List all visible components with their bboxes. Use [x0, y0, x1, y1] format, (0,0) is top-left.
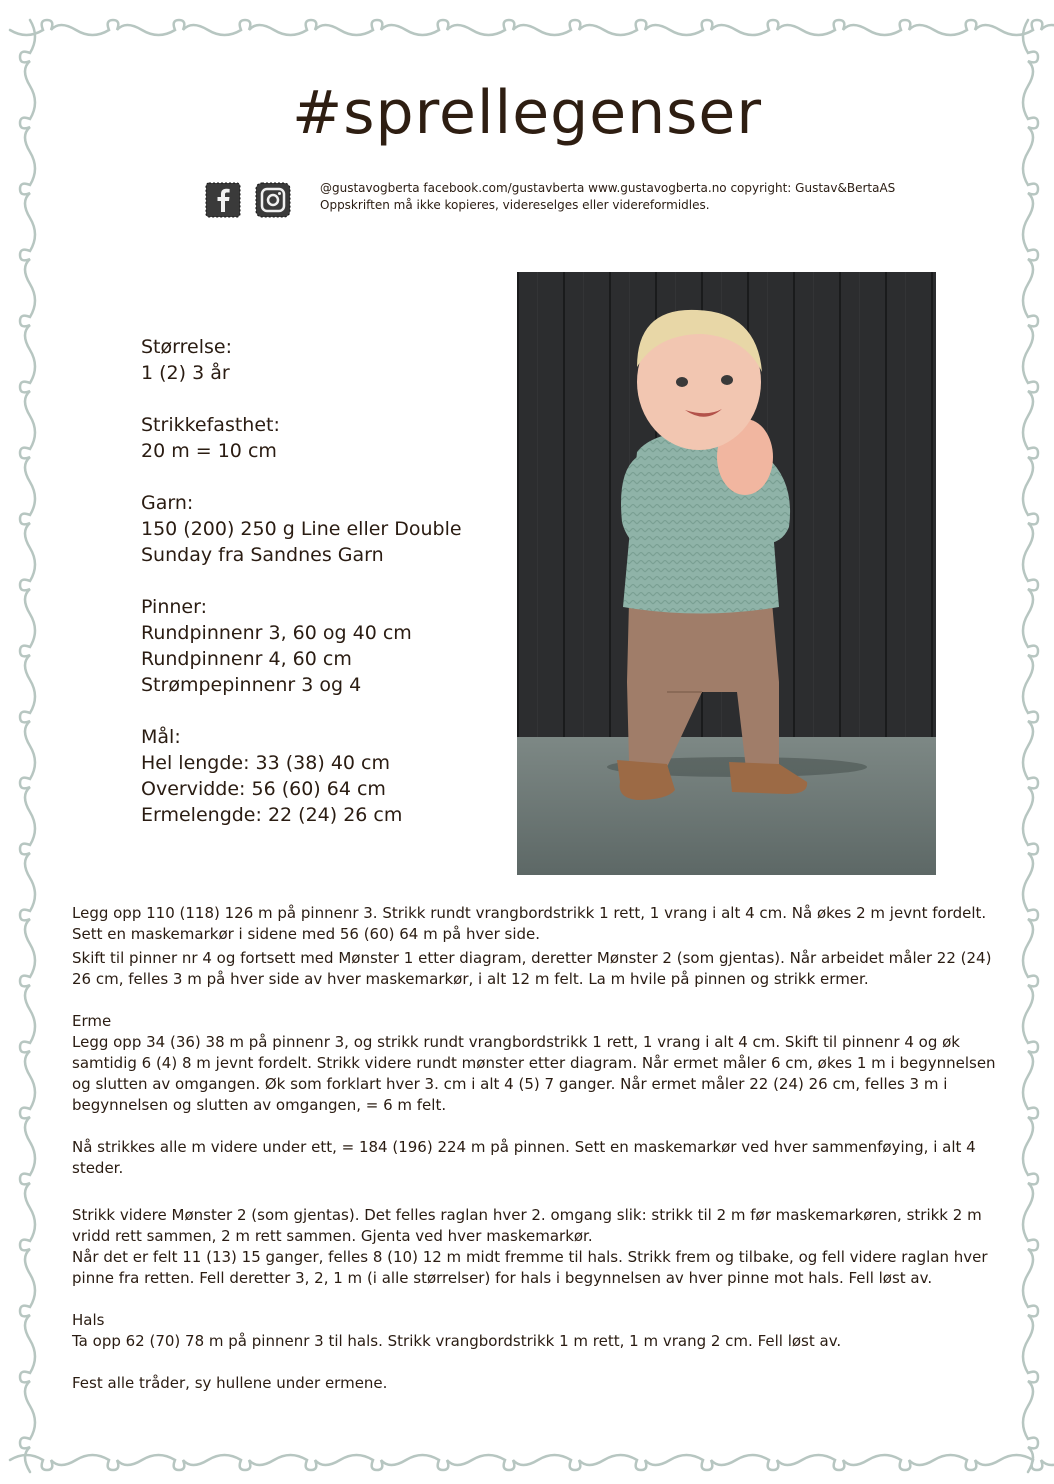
gauge-label: Strikkefasthet: [141, 414, 280, 436]
yarn-label: Garn: [141, 492, 194, 514]
yarn-group [141, 490, 462, 568]
gauge-value: 20 m = 10 cm [141, 440, 277, 462]
needles-value: Strømpepinnenr 3 og 4 [141, 674, 362, 696]
measurements-group [141, 724, 462, 828]
gauge-group [141, 412, 462, 464]
measurements-label: Mål: [141, 726, 181, 748]
needles-label: Pinner: [141, 596, 207, 618]
sleeve-heading: Erme [72, 1012, 112, 1030]
instruction-paragraph: Legg opp 110 (118) 126 m på pinnenr 3. Strikk rundt vrangbordstrikk 1 rett, 1 vrang i alt 4 cm. Nå økes 2 m jevnt fordelt. Sett en maskemarkør i sidene med 56 (60) 64 m på hver side. [72, 904, 987, 943]
measurement-value: Ermelengde: 22 (24) 26 cm [141, 804, 403, 826]
size-group [141, 334, 462, 386]
contact-info [320, 180, 895, 214]
pattern-specs [141, 334, 462, 828]
instruction-paragraph: Strikk videre Mønster 2 (som gjentas). Det felles raglan hver 2. omgang slik: strikk til 2 m før maskemarkøren, strikk 2 m vridd rett sammen, 2 m rett sammen. Gjenta ved hver maskemarkør. [72, 1206, 982, 1245]
instruction-paragraph: Skift til pinner nr 4 og fortsett med Mønster 1 etter diagram, deretter Mønster 2 (som gjentas). Når arbeidet måler 22 (24) 26 cm, felles 3 m på hver side av hver maskemarkør, i alt 12 m felt. La m hvile på pinnen og strikk ermer. [72, 949, 992, 988]
instructions [72, 903, 1002, 1394]
page-title: #sprellegenser [291, 78, 762, 148]
finishing-text: Fest alle tråder, sy hullene under ermene. [72, 1374, 388, 1392]
copyright-notice: Oppskriften må ikke kopieres, videreselges eller videreformidles. [320, 198, 710, 212]
measurement-value: Overvidde: 56 (60) 64 cm [141, 778, 386, 800]
facebook-icon[interactable] [205, 182, 241, 218]
yarn-value: 150 (200) 250 g Line eller Double [141, 518, 462, 540]
measurement-value: Hel lengde: 33 (38) 40 cm [141, 752, 390, 774]
yarn-value: Sunday fra Sandnes Garn [141, 544, 384, 566]
needles-value: Rundpinnenr 3, 60 og 40 cm [141, 622, 412, 644]
instruction-paragraph: Legg opp 34 (36) 38 m på pinnenr 3, og strikk rundt vrangbordstrikk 1 rett, 1 vrang i alt 4 cm. Skift til pinnenr 4 og øk samtidig 6 (4) 8 m jevnt fordelt. Strikk videre rundt mønster etter diagram. Når ermet måler 6 cm, økes 1 m i begynnelsen og slutten av omgangen. Øk som forklart hver 3. cm i alt 4 (5) 7 ganger. Når ermet måler 22 (24) 26 cm, felles 3 m i begynnelsen og slutten av omgangen, = 6 m felt. [72, 1033, 996, 1114]
contact-line: @gustavogberta facebook.com/gustavberta www.gustavogberta.no copyright: Gustav&BertaAS [320, 181, 896, 195]
toddler-photo [517, 272, 936, 875]
instruction-paragraph: Når det er felt 11 (13) 15 ganger, felles 8 (10) 12 m midt fremme til hals. Strikk frem og tilbake, og fell videre raglan hver pinne fra retten. Fell deretter 3, 2, 1 m (i alle størrelser) for hals i begynnelsen av hver pinne mot hals. Fell løst av. [72, 1248, 988, 1287]
instagram-icon[interactable] [255, 182, 291, 218]
needles-value: Rundpinnenr 4, 60 cm [141, 648, 352, 670]
instruction-paragraph: Nå strikkes alle m videre under ett, = 184 (196) 224 m på pinnen. Sett en maskemarkør ved hver sammenføying, i alt 4 steder. [72, 1138, 976, 1177]
instruction-paragraph: Ta opp 62 (70) 78 m på pinnenr 3 til hals. Strikk vrangbordstrikk 1 m rett, 1 m vrang 2 cm. Fell løst av. [72, 1332, 842, 1350]
social-icons [205, 182, 291, 218]
neck-heading: Hals [72, 1311, 105, 1329]
size-value: 1 (2) 3 år [141, 362, 230, 384]
size-label: Størrelse: [141, 336, 232, 358]
needles-group [141, 594, 462, 698]
